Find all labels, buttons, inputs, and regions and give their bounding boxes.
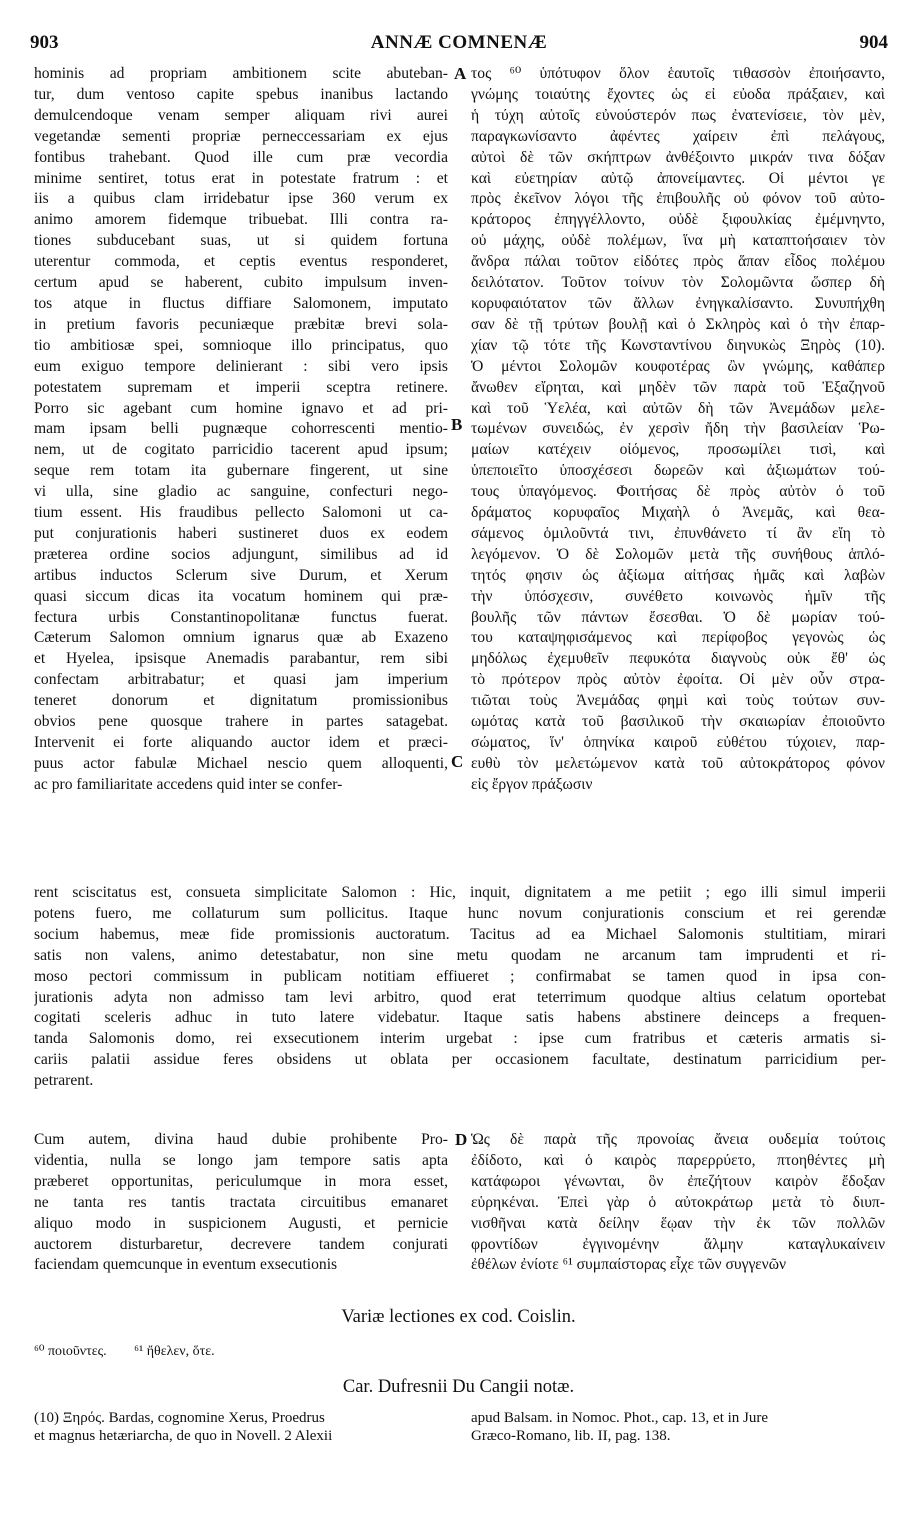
- greek-text-line: εὑρηκέναι. Ἐπεὶ γὰρ ὁ αὐτοκράτωρ μετὰ τὸ διυπ-: [471, 1193, 885, 1211]
- latin-text-line: nem, ut de cogitato parricidio tacerent apud ipsum;: [34, 441, 448, 459]
- latin-text-line: obvios pene quosque trahere in partes satagebat.: [34, 713, 448, 731]
- latin-text-line: ac pro familiaritate accedens quid inter se confer-: [34, 775, 343, 793]
- greek-text-line: καὶ εὐετηρίαν αὐτῷ ἀπονείμαντες. Οἱ μέντοι γε: [471, 169, 885, 187]
- latin-text-line: tium essent. His fraudibus pellecto Salomoni ut ca-: [34, 504, 448, 522]
- variant-reading: ⁶⁰ ποιοῦντες.: [34, 1344, 107, 1359]
- latin-text-line: confectam arbitrabatur; et quasi jam imperium: [34, 671, 448, 689]
- greek-text-line: ἐθέλων ἐνίοτε ⁶¹ συμπαίστορας εἶχε τῶν συγγενῶν: [471, 1256, 787, 1274]
- latin-text-line: quasi siccum dicas ita vocatum hominem qui præ-: [34, 587, 448, 605]
- latin-text-line: minime sentiret, totus erat in potestate fratrum : et: [34, 169, 448, 187]
- latin-text-line: eum exiguo tempore delinierant : sibi vero ipsis: [34, 357, 448, 375]
- latin-text-line: tiones subducebant suas, ut si quidem fortuna: [34, 232, 448, 250]
- latin-text-line: fectura urbis Constantinopolitanæ functus fuerat.: [34, 608, 448, 626]
- latin-text-line: Porro sic agebant cum homine ignavo et ad pri-: [34, 399, 448, 417]
- greek-text-line: ἄνωθεν εἴρηται, καὶ μηδὲν τῶν παρὰ τοῦ Ἐξαζηνοῦ: [471, 378, 885, 396]
- latin-text-line: præberet opportunitas, periculumque in mora esset,: [34, 1172, 448, 1190]
- latin-text-line: præterea ordine socios adjungunt, similibus ad id: [34, 545, 448, 563]
- variant-reading: ⁶¹ ἤθελεν, ὅτε.: [134, 1344, 215, 1359]
- greek-text-line: τητός φησιν ὡς ἀξίωμα αἰτήσας ἡμᾶς καὶ λαβὼν: [471, 566, 885, 584]
- footnote-line: (10) Ξηρός. Bardas, cognomine Xerus, Proedrus: [34, 1410, 325, 1426]
- footnote-line: Græco-Romano, lib. II, pag. 138.: [471, 1428, 671, 1444]
- latin-text-line: tanda Salomonis domo, rei exsecutionem interim urgebat : ipse cum fratribus et cæteris armatis si-: [34, 1030, 886, 1048]
- latin-text-line: rent sciscitatus est, consueta simplicitate Salomon : Hic, inquit, dignitatem a me petiit ; ego illi simul imperii: [34, 884, 886, 901]
- margin-marker-a: A: [454, 64, 467, 83]
- greek-text-line: αὐτοὶ δὲ τῶν σκήπτρων ἀνθέξοιντο μικράν τινα δόξαν: [471, 148, 885, 166]
- latin-column-bottom: [34, 1130, 448, 1276]
- margin-marker-d: D: [455, 1130, 468, 1149]
- latin-text-line: videntia, nulla se longo jam tempore satis apta: [34, 1151, 448, 1169]
- greek-text-line: νισθῆναι κατὰ δείλην ἕῳαν τὴν ἐκ τῶν πολλῶν: [471, 1214, 885, 1232]
- latin-text-line: certum apud se haberent, cubito impulsum inven-: [34, 274, 448, 292]
- margin-marker-c: C: [451, 752, 464, 771]
- greek-text-line: κράτορος ἐπηγγέλλοντο, οὐδὲ ξιφουλκίας ἐμέμνηντο,: [471, 211, 885, 229]
- latin-text-line: Intervenit ei forte aliquando auctor idem et præci-: [34, 734, 448, 751]
- running-title: ANNÆ COMNENÆ: [370, 32, 548, 53]
- latin-text-line: demulcendoque venam semper aliquam rivi aurei: [34, 106, 448, 124]
- latin-text-line: puus actor fabulæ Michael nescio quem alloquenti,: [34, 754, 448, 772]
- greek-text-line: μηδόλως ἐχεμυθεῖν πεφυκότα διαγνοὺς οὐκ ἔθ' ὡς: [471, 650, 885, 668]
- greek-text-line: σώματος, ἵν' ὁπηνίκα καιροῦ εὐθέτου τύχοιεν, παρ-: [471, 734, 885, 751]
- greek-text-line: κορυφαιότατον τῶν ἄλλων ἐνηγκαλίσαντο. Συνυπήχθη: [471, 294, 885, 312]
- greek-text-line: τους ὑπαγόμενος. Φοιτήσας δὲ πρὸς αὐτὸν ὁ τοῦ: [471, 483, 885, 501]
- latin-text-line: cogitati sceleris adhuc in tuto latere videbatur. Itaque satis habens abstinere deinceps a frequen-: [34, 1009, 886, 1027]
- greek-text-line: κατάφωροι γένωνται, ὃν ἐπεζήτουν καιρὸν ἔδοξαν: [471, 1172, 885, 1190]
- greek-text-line: δράματος κορυφαῖος Μιχαὴλ ὁ Ἀνεμᾶς, καὶ θεα-: [471, 504, 885, 522]
- latin-full-width-block: [34, 883, 886, 1092]
- greek-text-line: βουλῆς τῶν πάντων ἔσεσθαι. Ὁ δὲ μωρίαν τού-: [471, 608, 885, 626]
- greek-text-line: ευθὺ τὸν μελετώμενον κατὰ τοῦ αὐτοκράτορος φόνον: [471, 754, 885, 772]
- greek-text-line: γνώμης τοιαύτης ἔχοντες ὡς εἰ εὐοδα πράξαιεν, καὶ: [471, 85, 885, 103]
- greek-text-line: φροντίδων ἐγγινομένην ἅλμην καταγλυκαίνειν: [471, 1235, 885, 1253]
- greek-text-line: πρὸς ἐκεῖνον λόγοι τῆς ἐπιβουλῆς οὐ φόνον τοῦ αὐτο-: [471, 190, 885, 208]
- latin-text-line: tos atque in fluctus diffiare Salomonem, imputato: [34, 294, 448, 312]
- latin-text-line: moso pectori commissum in publicam notitiam effiueret ; confirmabat se tamen quod in ipsa con-: [34, 967, 886, 985]
- greek-text-line: ἐδίδοτο, καὶ ὁ καιρὸς παρερρύετο, πτοηθέντες μὴ: [471, 1151, 885, 1169]
- latin-text-line: Cæterum Salomon omnium ignarus quæ ab Exazeno: [34, 629, 448, 647]
- latin-text-line: petrarent.: [34, 1072, 94, 1090]
- footnote-line: apud Balsam. in Nomoc. Phot., cap. 13, et in Jure: [471, 1410, 769, 1426]
- greek-text-line: ωμότας κατὰ τοῦ βασιλικοῦ τὴν σκαιωρίαν ἐποιοῦντο: [471, 713, 885, 731]
- page-number-right: 904: [859, 32, 888, 53]
- latin-text-line: et Hyelea, ipsisque Anemadis parabantur, rem sibi: [34, 650, 448, 668]
- greek-text-line: δειλότατον. Τοῦτον τοίνυν τὸν Σολομῶντα ὥσπερ δὴ: [471, 274, 885, 292]
- greek-text-line: Ὁ μέντοι Σολομῶν κουφοτέρας ὢν γνώμης, καθάπερ: [471, 357, 885, 375]
- latin-text-line: artibus inductos Sclerum sive Durum, et Xerum: [34, 566, 448, 584]
- latin-text-line: socium habemus, meæ fide promissionis auctoratum. Tacitus ad ea Michael Salomonis stultitiam, mirari: [34, 925, 886, 943]
- page-header: [30, 32, 888, 56]
- variae-lectiones-list: [34, 1343, 239, 1360]
- greek-text-line: παραγκωνίσαντο ἀφέντες χαίρειν ἐπὶ πελάγους,: [471, 127, 885, 145]
- latin-text-line: animo amorem fidemque tribuebat. Illi contra ra-: [34, 211, 448, 229]
- greek-text-line: τιῶται τοὺς Ἀνεμάδας φημὶ καὶ τοὺς τούτων συν-: [471, 692, 885, 710]
- greek-text-line: τὴν ὑπόσχεσιν, συνέθετο κοινωνὸς ἡμῖν τῆς: [471, 587, 885, 605]
- greek-text-line: τος ⁶⁰ ὑπότυφον ὅλον ἑαυτοῖς τιθασσὸν ἐποιήσαντο,: [471, 65, 885, 82]
- page-number-left: 903: [30, 32, 59, 53]
- latin-text-line: ne tanta res tantis tractata circuitibus emanaret: [34, 1193, 448, 1211]
- latin-text-line: aliquo modo in suspicionem Augusti, et pernicie: [34, 1214, 448, 1232]
- greek-column-top: [471, 64, 885, 796]
- footnote-right-column: [471, 1409, 885, 1445]
- latin-text-line: seque rem totam ita gubernare fingerent, ut sine: [34, 462, 448, 480]
- latin-text-line: vegetandæ sementi propriæ perneccessariam ex ejus: [34, 127, 448, 145]
- greek-text-line: εἰς ἔργον πράξωσιν: [471, 775, 593, 793]
- greek-text-line: ἄνδρα πάλαι τοῦτον εἰδότες πρὸς ἅπαν εἶδος πολέμου: [471, 253, 885, 271]
- latin-text-line: potestatem supremam et imperii sceptra retinere.: [34, 378, 448, 396]
- latin-text-line: jurationis adyta non admisso tam levi arbitro, quod erat teterrimum quodque altius celatum oportebat: [34, 988, 886, 1006]
- greek-text-line: του καταψηφισάμενος καὶ περίφοβος γεγονὼς ὡς: [471, 629, 885, 647]
- latin-text-line: mam ipsam belli pugnæque cohorrescenti mentio-: [34, 420, 448, 438]
- greek-text-line: οὐ μάχης, οὐδὲ πολέμων, ἵνα μὴ καταπτοήσαιεν τὸν: [471, 232, 885, 250]
- variae-lectiones-title: Variæ lectiones ex cod. Coislin.: [341, 1307, 576, 1327]
- latin-text-line: cariis palatii assidue feres obsidens ut oblata per occasionem facultate, destinatum parricidium per-: [34, 1051, 886, 1069]
- greek-text-line: σαν δὲ τῇ τρύτων βουλῇ καὶ ὁ Σκληρὸς καὶ ὁ τὴν ἐπαρ-: [471, 315, 885, 333]
- footnote-left-column: [34, 1409, 448, 1445]
- latin-text-line: tur, dum ventoso capite spebus inanibus lactando: [34, 85, 448, 103]
- notes-title: Car. Dufresnii Du Cangii notæ.: [342, 1377, 575, 1397]
- latin-text-line: teneret donorum et dignitatum promissionibus: [34, 692, 448, 710]
- greek-column-bottom: [471, 1130, 885, 1276]
- latin-text-line: auctorem disturbaretur, decrevere tandem conjurati: [34, 1235, 448, 1253]
- margin-marker-b: B: [451, 415, 463, 434]
- footnote-line: et magnus hetæriarcha, de quo in Novell. 2 Alexii: [34, 1428, 333, 1444]
- latin-text-line: fontibus trahebant. Quod ille cum præ vecordia: [34, 148, 448, 166]
- latin-text-line: put conjurationis haberi sustineret duos ex eodem: [34, 524, 448, 542]
- latin-text-line: potens fuero, me collaturum sum pollicitus. Itaque hunc novum conjurationis conscium et rei gerendæ: [34, 904, 886, 922]
- latin-column-top: [34, 64, 448, 796]
- greek-text-line: λεγόμενον. Ὁ δὲ Σολομῶν μετὰ τῆς συνήθους ἁπλό-: [471, 545, 885, 563]
- greek-text-line: Ὡς δὲ παρὰ τῆς προνοίας ἄνεια ουδεμία τούτοις: [471, 1131, 885, 1148]
- latin-text-line: vi ulla, sine gladio ac sanguine, confecturi nego-: [34, 483, 448, 501]
- latin-text-line: uterentur commoda, et ceptis eventus responderet,: [34, 253, 448, 271]
- greek-text-line: ἡ τύχη αὐτοῖς εὐνούστερόν πως ἐνατενίσειε, τὸν μὲν,: [471, 106, 885, 124]
- greek-text-line: τωμένων συνειδώς, ἐν χερσὶν ἤδη τὴν βασιλείαν Ῥω-: [471, 420, 885, 438]
- latin-text-line: hominis ad propriam ambitionem scite abuteban-: [34, 65, 448, 82]
- latin-text-line: satis non valens, animo detestabatur, non sine metu quodam ne arcanum tam imprudenti et ri-: [34, 946, 886, 964]
- greek-text-line: μαίων κατέχειν οἰόμενος, προσωμίλει τισὶ, καὶ: [471, 441, 885, 459]
- latin-text-line: tio ambitiosæ spei, somnioque illo principatus, quo: [34, 336, 448, 354]
- greek-text-line: σάμενος ὁμιλοῦντά τινι, ἐπυνθάνετο τί ἂν εἴη τὸ: [471, 524, 885, 542]
- greek-text-line: καὶ τοῦ Ὑελέα, καὶ αὐτῶν δὴ τῶν Ἀνεμάδων μελε-: [471, 399, 885, 417]
- latin-text-line: faciendam quemcunque in eventum exsecutionis: [34, 1256, 338, 1274]
- greek-text-line: χίαν τῷ τότε τῆς Κωνσταντίνου διηνυκὼς Ξηρὸς (10).: [471, 336, 885, 354]
- latin-text-line: in pretium favoris pecuniæque præbitæ brevi sola-: [34, 315, 448, 333]
- latin-text-line: iis a quibus clam irridebatur ipse 360 verum ex: [34, 190, 448, 208]
- greek-text-line: ὑπεποιεῖτο ὑποσχέσεσι δωρεῶν καὶ ἀξιωμάτων τού-: [471, 462, 885, 480]
- greek-text-line: τὸ πρότερον πρὸς αὐτὸν ἐφοίτα. Οἱ μὲν οὖν στρα-: [471, 671, 885, 689]
- latin-text-line: Cum autem, divina haud dubie prohibente Pro-: [34, 1131, 448, 1148]
